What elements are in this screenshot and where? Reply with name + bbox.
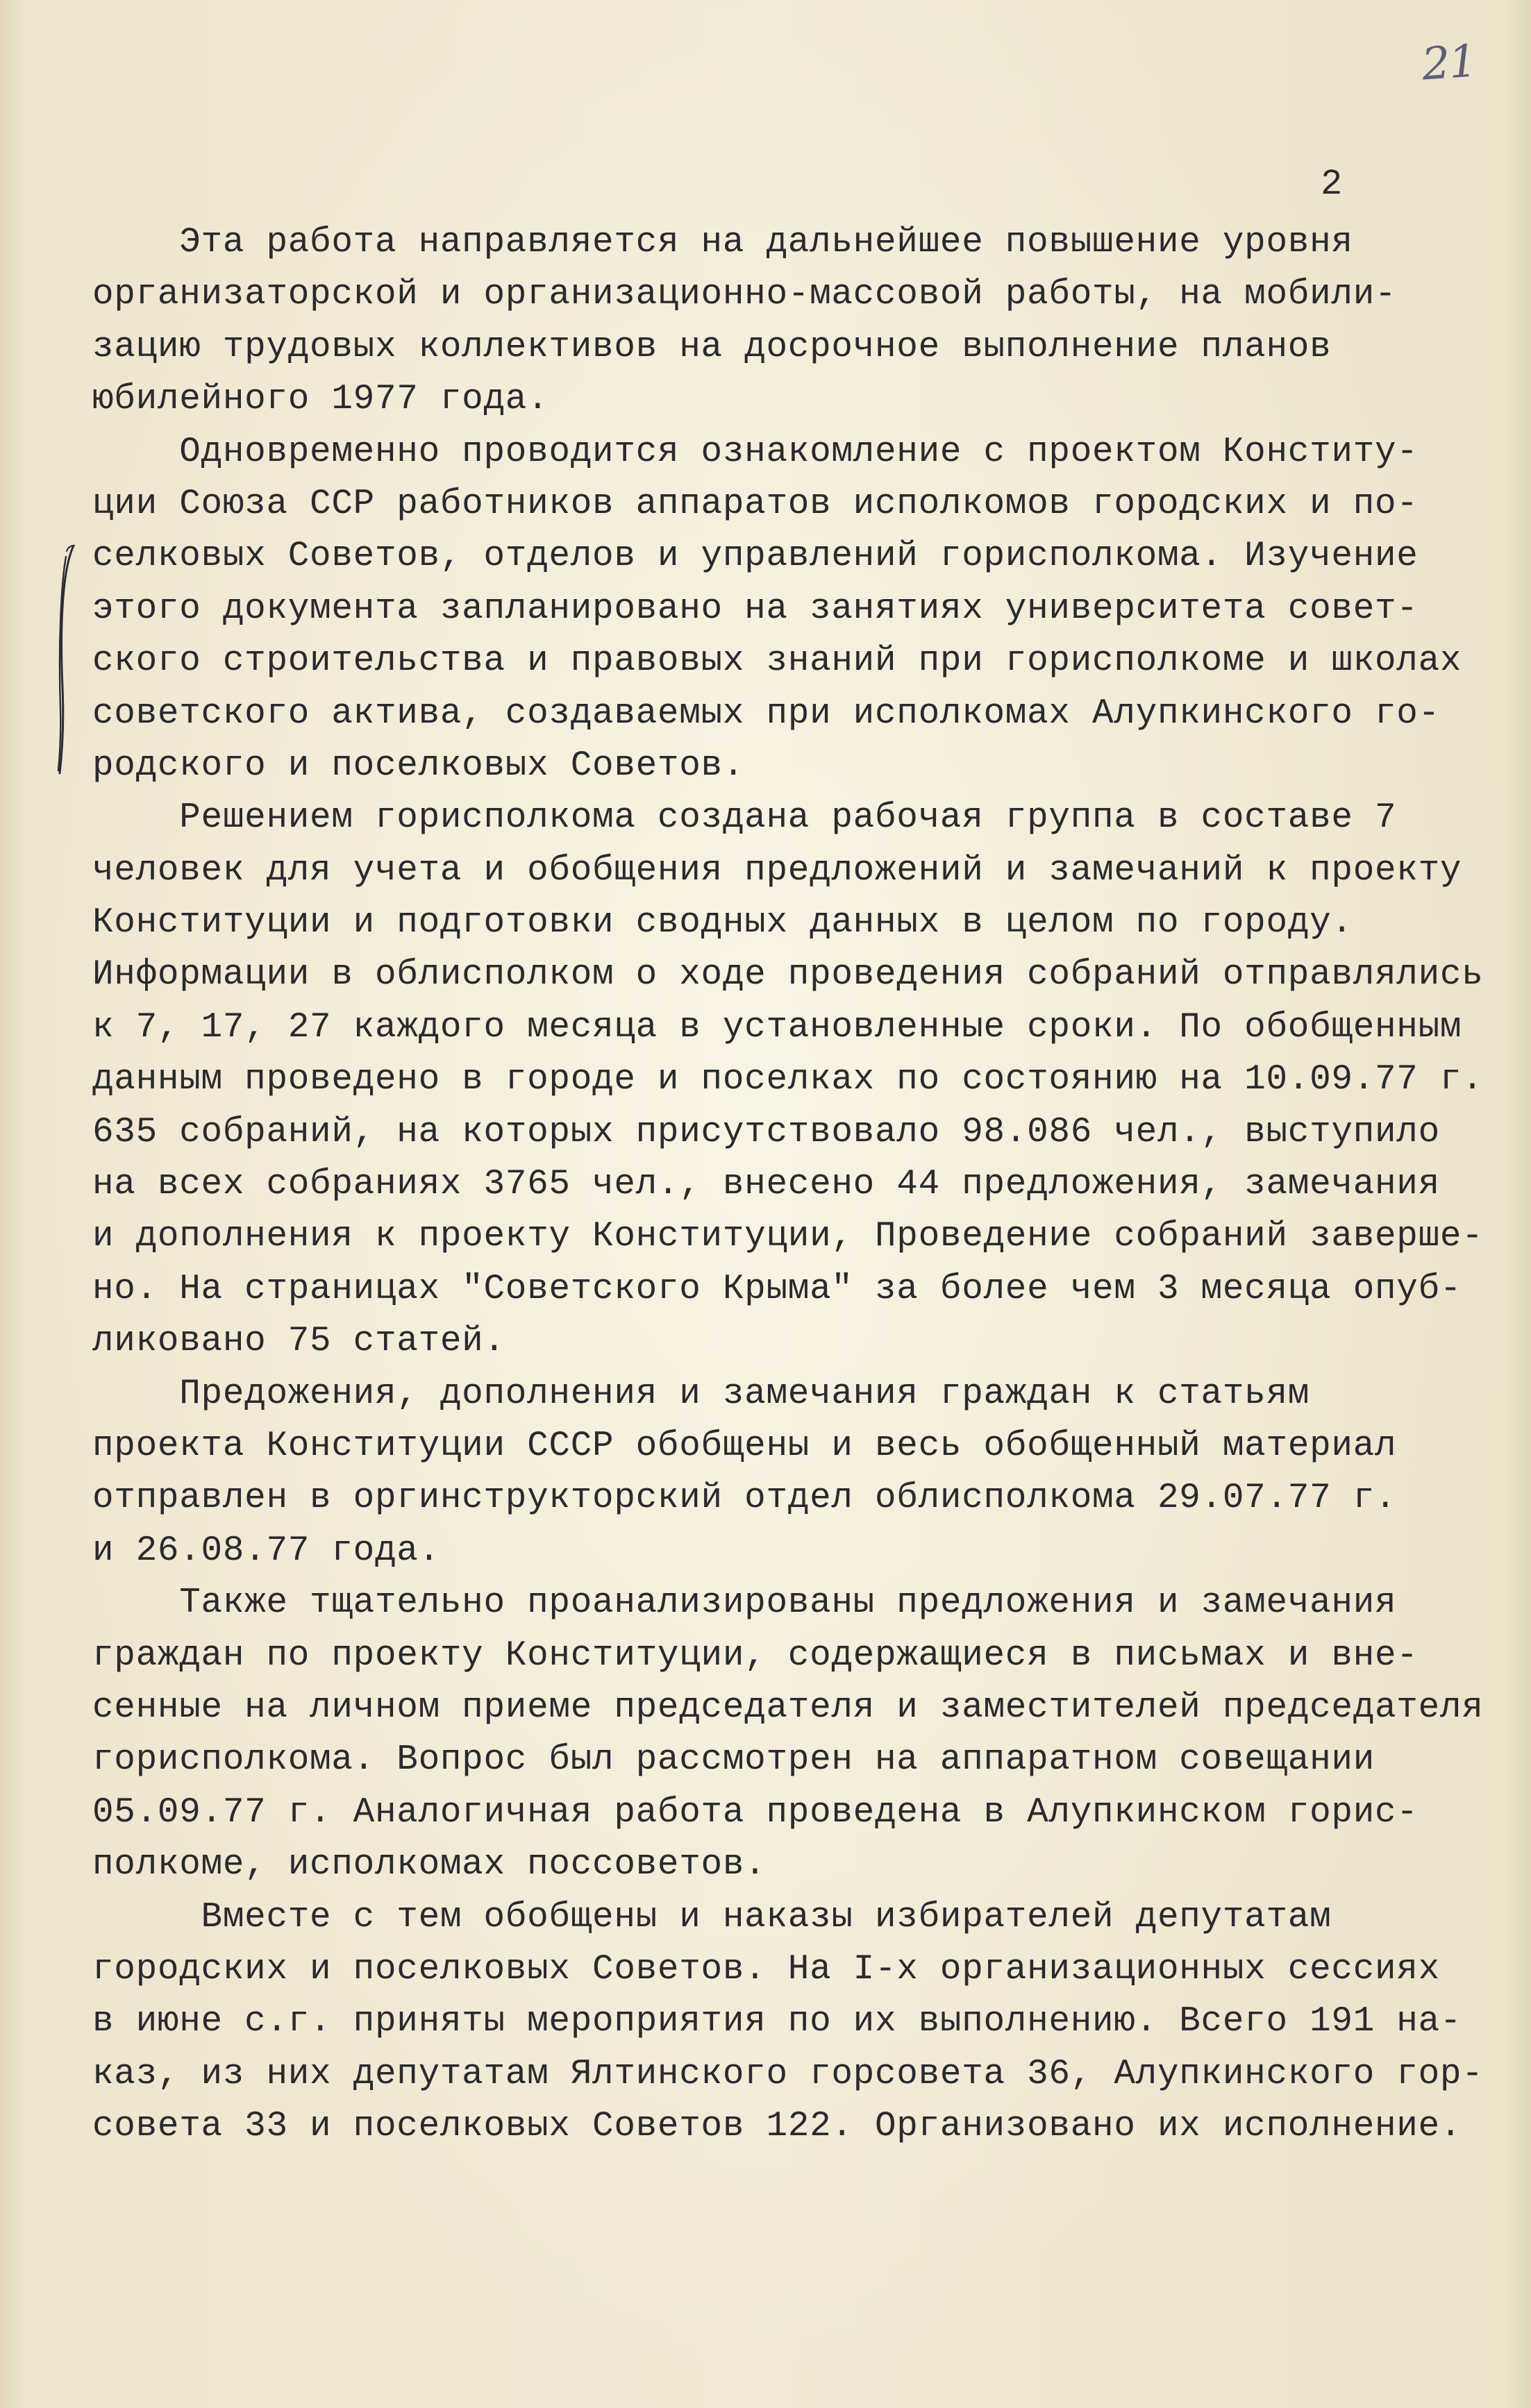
text-line: и 26.08.77 года. (92, 1531, 440, 1571)
text-line: отправлен в оргинструкторский отдел облисполкома 29.07.77 г. (92, 1479, 1397, 1519)
text-line: и дополнения к проекту Конституции, Проведение собраний заверше- (92, 1217, 1484, 1257)
text-line: советского актива, создаваемых при исполкомах Алупкинского го- (92, 693, 1440, 734)
text-line: граждан по проекту Конституции, содержащиеся в письмах и вне- (92, 1635, 1419, 1676)
page-number: 2 (1321, 164, 1343, 205)
text-line: юбилейного 1977 года. (92, 380, 549, 420)
text-line: ского строительства и правовых знаний при горисполкоме и школах (92, 641, 1462, 682)
text-line: Информации в облисполком о ходе проведения собраний отправлялись (92, 955, 1484, 995)
text-line: городских и поселковых Советов. На I-х организационных сессиях (92, 1949, 1440, 1989)
text-line: каз, из них депутатам Ялтинского горсовета 36, Алупкинского гор- (92, 2054, 1484, 2094)
text-line: совета 33 и поселковых Советов 122. Организовано их исполнение. (92, 2107, 1462, 2147)
text-line: полкоме, исполкомах поссоветов. (92, 1845, 767, 1885)
text-line: этого документа запланировано на занятиях университета совет- (92, 589, 1419, 629)
text-line: организаторской и организационно-массовой работы, на мобили- (92, 275, 1397, 315)
text-line: сенные на личном приеме председателя и заместителей председателя (92, 1687, 1484, 1728)
text-line: Вместе с тем обобщены и наказы избирателей депутатам (92, 1897, 1332, 1937)
text-line: горисполкома. Вопрос был рассмотрен на аппаратном совещании (92, 1740, 1375, 1780)
text-line: 635 собраний, на которых присутствовало 98.086 чел., выступило (92, 1112, 1440, 1152)
typed-text-body (92, 217, 1484, 2153)
text-line: человек для учета и обобщения предложений и замечаний к проекту (92, 850, 1462, 891)
text-line: к 7, 17, 27 каждого месяца в установленные сроки. По обобщенным (92, 1007, 1462, 1047)
text-line: ции Союза ССР работников аппаратов исполкомов городских и по- (92, 484, 1419, 524)
text-line: Эта работа направляется на дальнейшее повышение уровня (92, 223, 1353, 262)
text-line: но. На страницах "Советского Крыма" за более чем 3 месяца опуб- (92, 1269, 1462, 1309)
text-line: 05.09.77 г. Аналогичная работа проведена в Алупкинском горис- (92, 1792, 1419, 1833)
text-line: Также тщательно проанализированы предложения и замечания (92, 1583, 1397, 1624)
text-line: Решением горисполкома создана рабочая группа в составе 7 (92, 798, 1397, 839)
margin-bracket-icon (53, 541, 81, 777)
text-line: родского и поселковых Советов. (92, 746, 745, 786)
folio-number: 21 (1420, 35, 1478, 91)
text-line: Конституции и подготовки сводных данных в целом по городу. (92, 903, 1353, 943)
text-line: ликовано 75 статей. (92, 1322, 505, 1362)
text-line: данным проведено в городе и поселках по состоянию на 10.09.77 г. (92, 1060, 1484, 1100)
text-line: на всех собраниях 3765 чел., внесено 44 предложения, замечания (92, 1165, 1440, 1205)
text-line: Предожения, дополнения и замечания граждан к статьям (92, 1374, 1310, 1414)
text-line: в июне с.г. приняты мероприятия по их выполнению. Всего 191 на- (92, 2002, 1462, 2042)
text-line: проекта Конституции СССР обобщены и весь обобщенный материал (92, 1426, 1397, 1466)
text-line: зацию трудовых коллективов на досрочное выполнение планов (92, 327, 1332, 367)
text-line: Одновременно проводится ознакомление с проектом Конститу- (92, 432, 1419, 472)
text-line: селковых Советов, отделов и управлений горисполкома. Изучение (92, 537, 1419, 577)
